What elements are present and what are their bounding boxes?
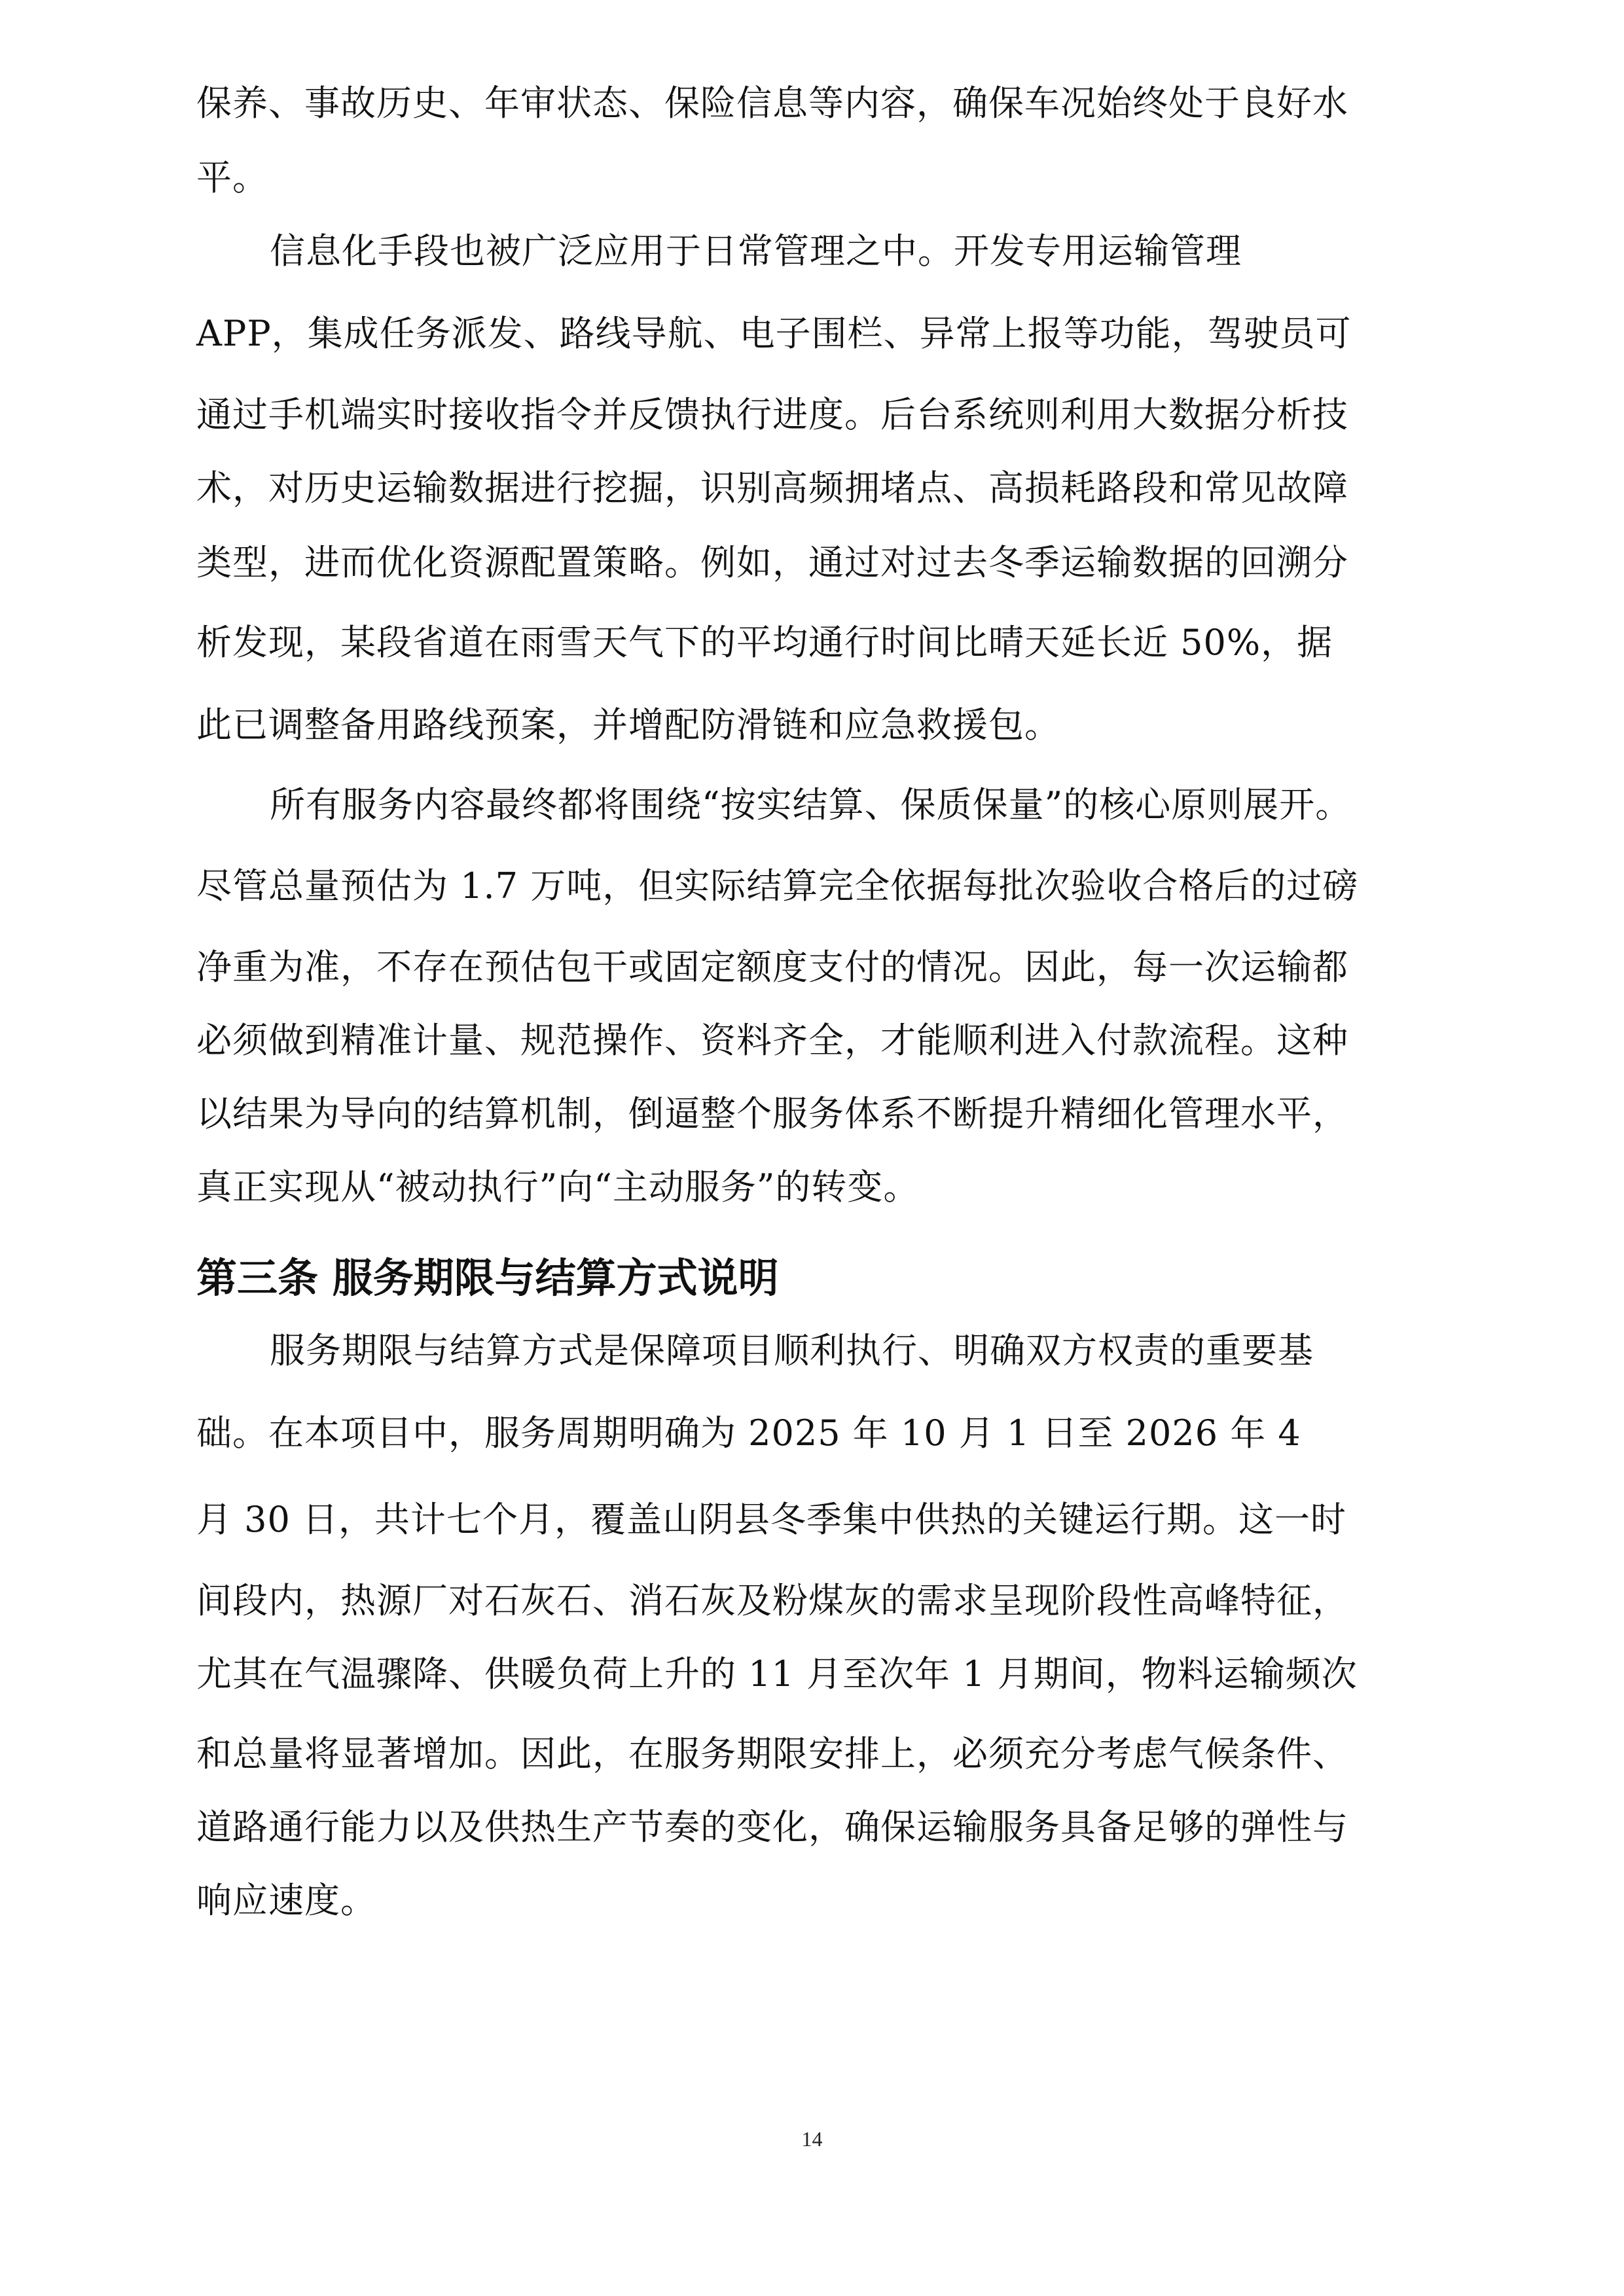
paragraph-3-line-3: 净重为准，不存在预估包干或固定额度支付的情况。因此，每一次运输都 [196,946,1348,988]
paragraph-4-line-1: 服务期限与结算方式是保障项目顺利执行、明确双方权责的重要基 [270,1330,1314,1371]
paragraph-3-line-6: 真正实现从“被动执行”向“主动服务”的转变。 [196,1166,920,1208]
page-number: 14 [801,2127,823,2151]
paragraph-2-line-6: 析发现，某段省道在雨雪天气下的平均通行时间比晴天延长近 50%，据 [196,622,1333,663]
paragraph-4-line-2: 础。在本项目中，服务周期明确为 2025 年 10 月 1 日至 2026 年 4 [196,1412,1301,1454]
paragraph-2-line-4: 术，对历史运输数据进行挖掘，识别高频拥堵点、高损耗路段和常见故障 [196,467,1348,509]
paragraph-4-line-6: 和总量将显著增加。因此，在服务期限安排上，必须充分考虑气候条件、 [196,1733,1348,1774]
paragraph-4-line-7: 道路通行能力以及供热生产节奏的变化，确保运输服务具备足够的弹性与 [196,1806,1348,1848]
paragraph-2-line-1: 信息化手段也被广泛应用于日常管理之中。开发专用运输管理 [270,230,1242,272]
paragraph-1-line-2: 平。 [196,157,268,198]
paragraph-3-line-4: 必须做到精准计量、规范操作、资料齐全，才能顺利进入付款流程。这种 [196,1020,1348,1061]
paragraph-2-line-5: 类型，进而优化资源配置策略。例如，通过对过去冬季运输数据的回溯分 [196,542,1348,583]
paragraph-3-line-1: 所有服务内容最终都将围绕“按实结算、保质保量”的核心原则展开。 [270,784,1352,825]
paragraph-4-line-8: 响应速度。 [196,1880,376,1921]
paragraph-4-line-3: 月 30 日，共计七个月，覆盖山阴县冬季集中供热的关键运行期。这一时 [196,1499,1347,1540]
paragraph-3-line-5: 以结果为导向的结算机制，倒逼整个服务体系不断提升精细化管理水平， [196,1093,1348,1134]
paragraph-2-line-7: 此已调整备用路线预案，并增配防滑链和应急救援包。 [196,704,1060,745]
paragraph-3-line-2: 尽管总量预估为 1.7 万吨，但实际结算完全依据每批次验收合格后的过磅 [196,865,1359,906]
paragraph-2-line-2: APP，集成任务派发、路线导航、电子围栏、异常上报等功能，驾驶员可 [196,313,1352,354]
paragraph-4-line-4: 间段内，热源厂对石灰石、消石灰及粉煤灰的需求呈现阶段性高峰特征， [196,1580,1348,1621]
paragraph-1-line-1: 保养、事故历史、年审状态、保险信息等内容，确保车况始终处于良好水 [196,82,1348,124]
paragraph-4-line-5: 尤其在气温骤降、供暖负荷上升的 11 月至次年 1 月期间，物料运输频次 [196,1653,1358,1695]
section-heading: 第三条 服务期限与结算方式说明 [196,1254,779,1302]
paragraph-2-line-3: 通过手机端实时接收指令并反馈执行进度。后台系统则利用大数据分析技 [196,394,1348,435]
